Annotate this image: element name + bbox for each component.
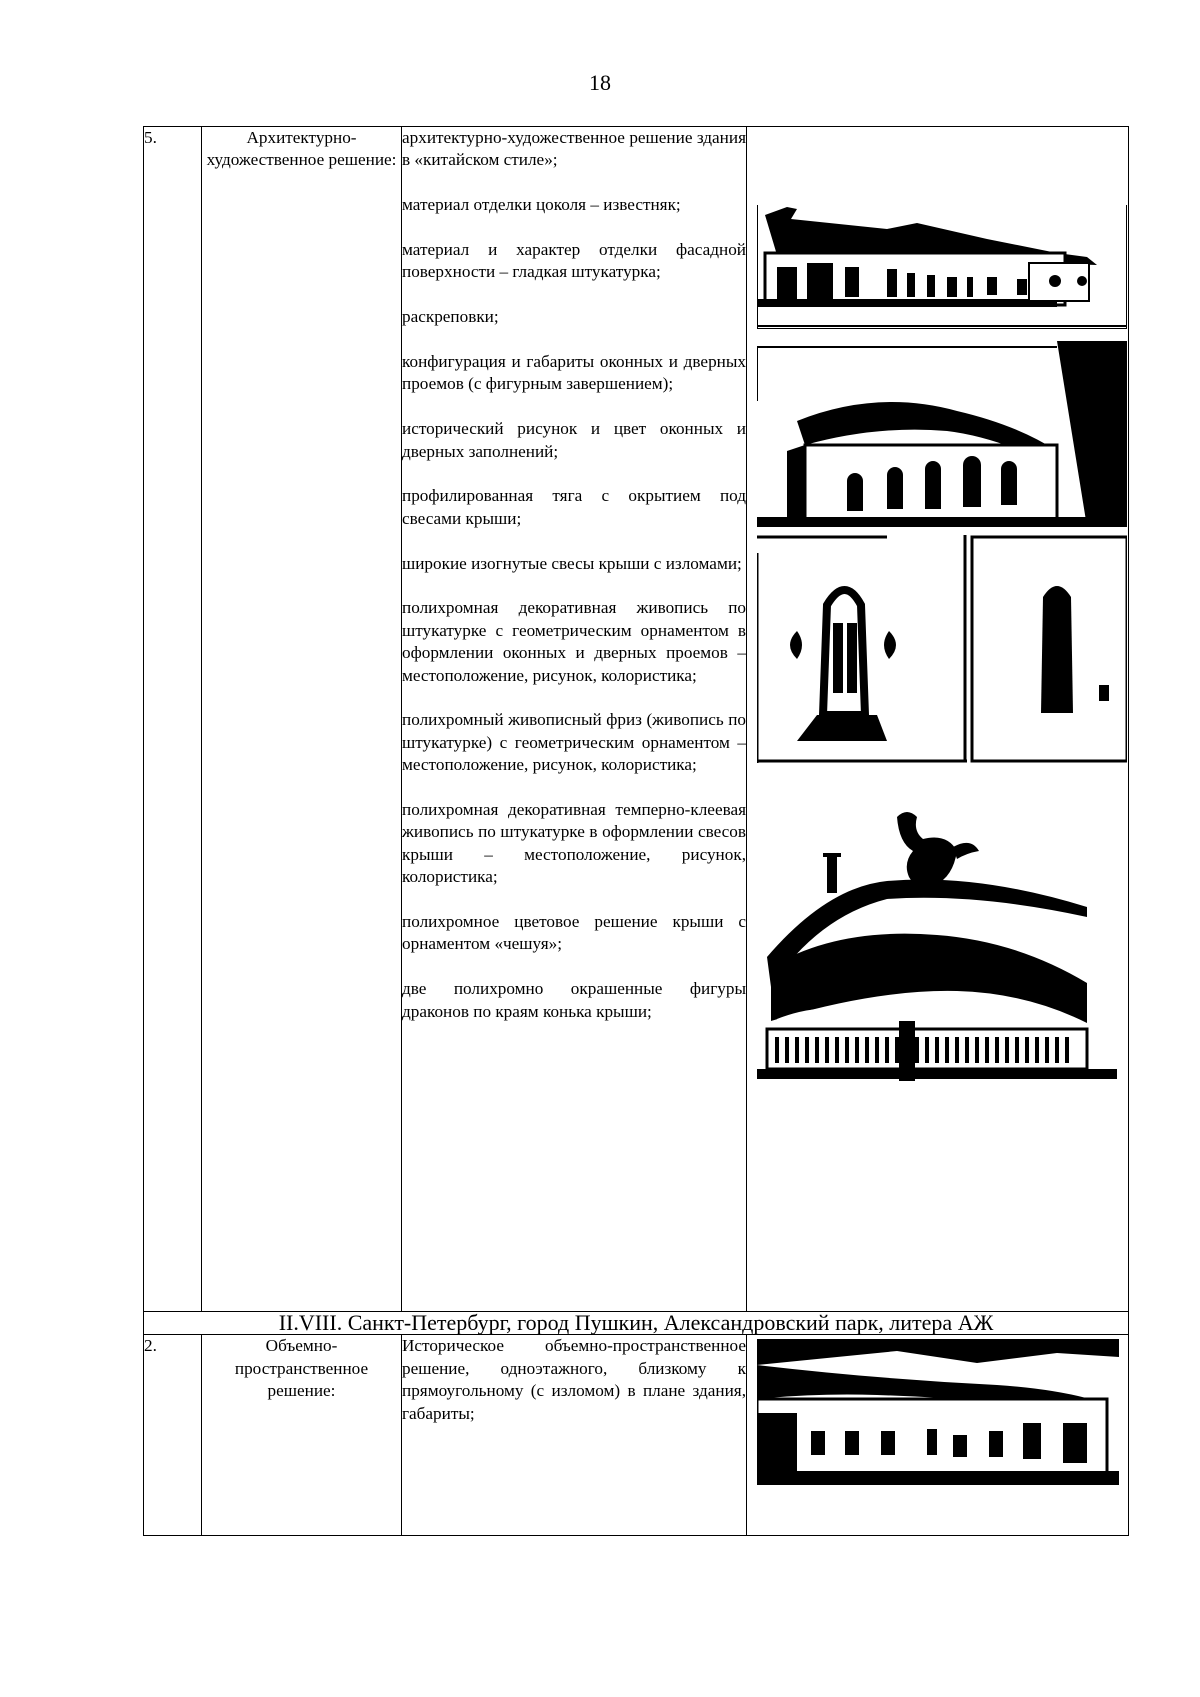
list-item: широкие изогнутые свесы крыши с изломами;	[402, 553, 742, 573]
list-item: архитектурно-художественное решение здания в «китайском стиле»;	[402, 128, 746, 170]
list-item: конфигурация и габариты оконных и дверных проемов (с фигурным завершением);	[402, 352, 746, 394]
list-item: исторический рисунок и цвет оконных и дверных заполнений;	[402, 419, 746, 461]
row-number: 2.	[144, 1335, 202, 1536]
building-corner-photo	[757, 341, 1127, 527]
row-name: Архитектурно-художественное решение:	[202, 127, 402, 1312]
table-row	[144, 1335, 1129, 1536]
photo-cell	[747, 1335, 1129, 1536]
list-item: полихромный живописный фриз (живопись по штукатурке) с геометрическим орнаментом – местоположение, рисунок, колористика;	[402, 710, 746, 775]
section-title: II.VIII. Санкт-Петербург, город Пушкин, Александровский парк, литера АЖ	[144, 1312, 1129, 1335]
list-item: две полихромно окрашенные фигуры драконов по краям конька крыши;	[402, 979, 746, 1021]
list-item: полихромное цветовое решение крыши с орнаментом «чешуя»;	[402, 912, 746, 954]
table-row	[144, 127, 1129, 1312]
roof-dragon-detail-photo	[757, 807, 1127, 1087]
list-item: материал и характер отделки фасадной поверхности – гладкая штукатурка;	[402, 240, 746, 282]
row-number: 5.	[144, 127, 202, 1312]
list-item: раскреповки;	[402, 307, 499, 327]
window-detail-photo	[757, 535, 1127, 763]
list-item: полихромная декоративная темперно-клеевая живопись по штукатурке в оформлении свесов крыши – местоположение, рисунок, колористика;	[402, 800, 746, 887]
row-name: Объемно-пространственное решение:	[202, 1335, 402, 1536]
building-facade-photo	[757, 149, 1127, 329]
list-item: полихромная декоративная живопись по штукатурке с геометрическим орнаментом в оформлении оконных и дверных проемов – местоположение, рисунок, колористика;	[402, 598, 746, 685]
list-item: профилированная тяга с окрытием под свесами крыши;	[402, 486, 746, 528]
page-number: 18	[589, 70, 611, 95]
row-description	[402, 1335, 747, 1536]
list-item: Историческое объемно-пространственное решение, одноэтажного, близкому к прямоугольному (с изломом) в плане здания, габариты;	[402, 1336, 746, 1423]
photo-cell	[747, 127, 1129, 1312]
row-description	[402, 127, 747, 1312]
building-exterior-photo	[757, 1339, 1119, 1485]
section-row	[144, 1312, 1129, 1335]
list-item: материал отделки цоколя – известняк;	[402, 195, 681, 215]
document-table	[143, 126, 1128, 1536]
